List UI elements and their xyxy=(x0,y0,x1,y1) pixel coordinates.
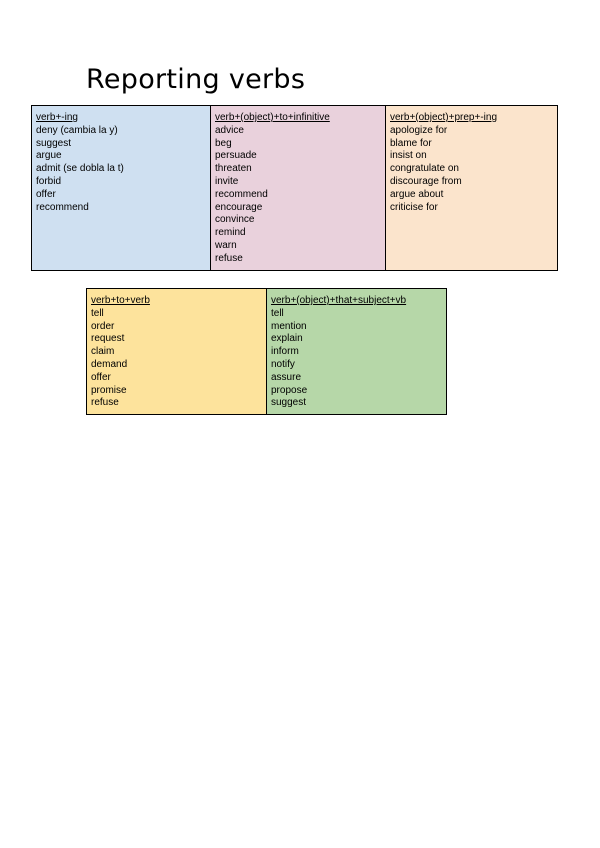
list-item: notify xyxy=(271,358,295,370)
column-verb-to-verb xyxy=(87,289,267,415)
list-item: congratulate on xyxy=(390,163,459,175)
list-item: admit (se dobla la t) xyxy=(36,163,124,175)
list-item: demand xyxy=(91,358,128,370)
list-item: mention xyxy=(271,320,307,332)
list-item: tell xyxy=(91,307,104,319)
list-item: propose xyxy=(271,384,308,396)
list-item: tell xyxy=(271,307,284,319)
list-item: encourage xyxy=(215,201,263,213)
column-heading: verb+(object)+that+subject+vb xyxy=(271,295,407,306)
column-verb-object-prep-ing xyxy=(386,106,558,271)
verb-list xyxy=(215,125,381,266)
column-verb-object-to-infinitive xyxy=(211,106,386,271)
list-item: explain xyxy=(271,333,303,345)
list-item: beg xyxy=(215,137,232,149)
list-item: assure xyxy=(271,371,302,383)
column-heading: verb+to+verb xyxy=(91,295,150,306)
list-item: inform xyxy=(271,346,299,358)
column-heading: verb+(object)+prep+-ing xyxy=(390,112,498,123)
list-item: warn xyxy=(215,239,237,251)
reporting-verbs-table-top xyxy=(31,105,558,271)
list-item: refuse xyxy=(91,397,119,409)
list-item: promise xyxy=(91,384,127,396)
list-item: recommend xyxy=(215,188,268,200)
list-item: convince xyxy=(215,214,255,226)
list-item: argue about xyxy=(390,188,444,200)
table-row xyxy=(87,289,447,415)
reporting-verbs-table-bottom xyxy=(86,288,447,415)
list-item: insist on xyxy=(390,150,427,162)
table-row xyxy=(32,106,558,271)
column-heading: verb+(object)+to+infinitive xyxy=(215,112,330,123)
list-item: forbid xyxy=(36,175,62,187)
verb-list xyxy=(390,125,553,215)
list-item: criticise for xyxy=(390,201,438,213)
list-item: offer xyxy=(91,371,111,383)
list-item: deny (cambia la y) xyxy=(36,124,118,136)
list-item: remind xyxy=(215,227,246,239)
list-item: discourage from xyxy=(390,175,462,187)
list-item: invite xyxy=(215,175,239,187)
verb-list xyxy=(91,308,262,410)
list-item: persuade xyxy=(215,150,257,162)
list-item: claim xyxy=(91,346,115,358)
column-verb-object-that-subject-vb xyxy=(267,289,447,415)
column-verb-ing xyxy=(32,106,211,271)
list-item: offer xyxy=(36,188,56,200)
list-item: apologize for xyxy=(390,124,448,136)
list-item: threaten xyxy=(215,163,252,175)
page-title: Reporting verbs xyxy=(86,64,306,95)
list-item: order xyxy=(91,320,115,332)
verb-list xyxy=(271,308,442,410)
list-item: refuse xyxy=(215,252,243,264)
list-item: blame for xyxy=(390,137,432,149)
list-item: recommend xyxy=(36,201,89,213)
list-item: suggest xyxy=(36,137,72,149)
column-heading: verb+-ing xyxy=(36,112,78,123)
list-item: request xyxy=(91,333,125,345)
list-item: advice xyxy=(215,124,244,136)
list-item: argue xyxy=(36,150,62,162)
verb-list xyxy=(36,125,206,215)
list-item: suggest xyxy=(271,397,307,409)
